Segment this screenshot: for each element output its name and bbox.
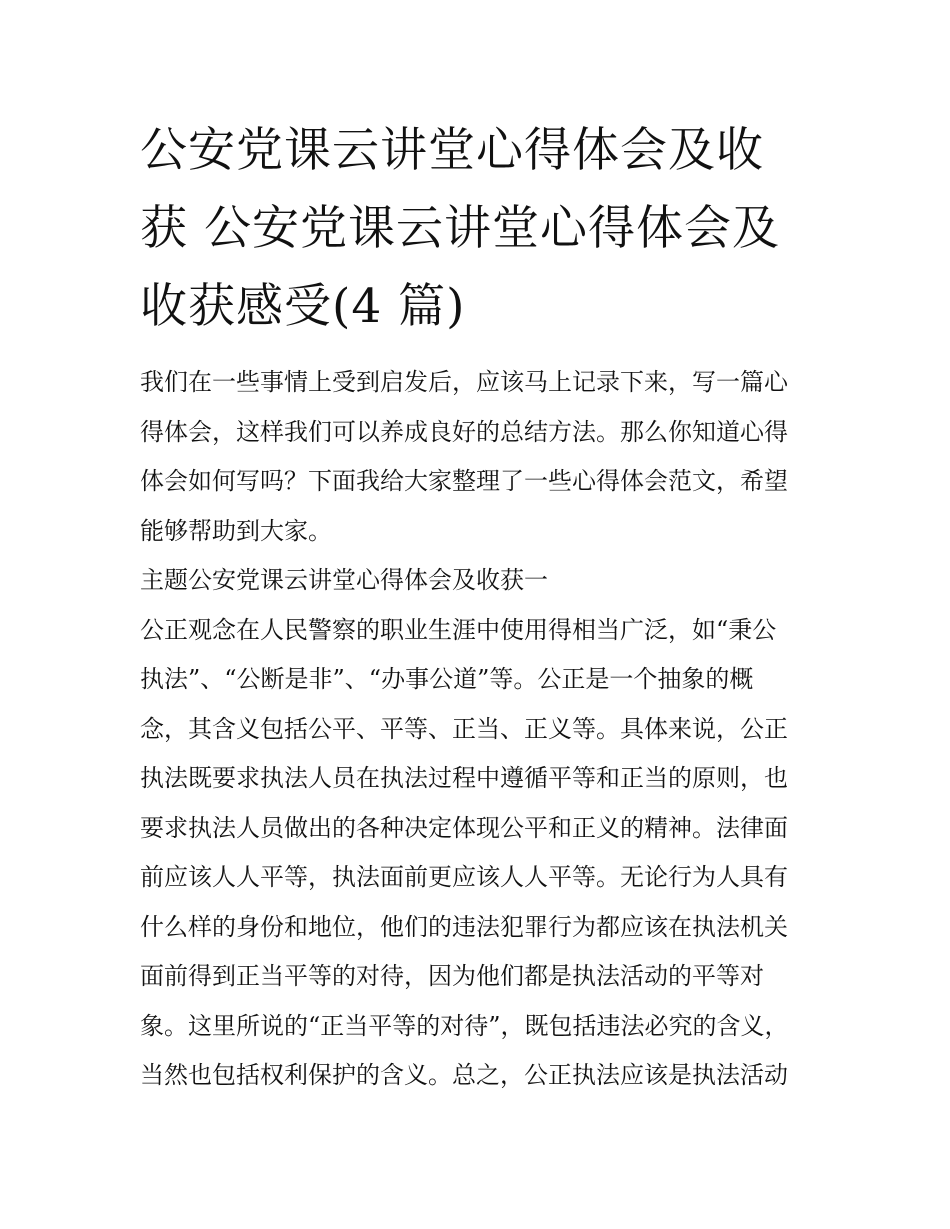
document-content — [140, 112, 815, 1101]
section-line: 执法”、“公断是非”、“办事公道”等。公正是一个抽象的概 — [140, 665, 754, 693]
section-line: 前应该人人平等，执法面前更应该人人平等。无论行为人具有 — [140, 863, 788, 891]
section-line: 执法既要求执法人员在执法过程中遵循平等和正当的原则，也 — [140, 764, 788, 792]
section-line: 念，其含义包括公平、平等、正当、正义等。具体来说，公正 — [140, 714, 788, 743]
intro-line: 我们在一些事情上受到启发后，应该马上记录下来，写一篇心 — [140, 368, 788, 396]
section-line: 面前得到正当平等的对待，因为他们都是执法活动的平等对 — [140, 962, 764, 990]
section-heading-text: 主题公安党课云讲堂心得体会及收获一 — [140, 566, 548, 594]
section-line: 象。这里所说的“正当平等的对待”，既包括违法必究的含义， — [140, 1011, 789, 1040]
intro-line: 能够帮助到大家。 — [140, 516, 332, 545]
section-line: 什么样的身份和地位，他们的违法犯罪行为都应该在执法机关 — [140, 912, 788, 941]
section-paragraph — [140, 606, 815, 1101]
title-line: 收获感受(4 篇) — [140, 279, 466, 334]
title-line: 获 公安党课云讲堂心得体会及 — [140, 201, 780, 256]
section-heading — [140, 556, 815, 606]
title-line: 公安党课云讲堂心得体会及收 — [140, 123, 764, 178]
section-line: 要求执法人员做出的各种决定体现公平和正义的精神。法律面 — [140, 813, 788, 842]
intro-line: 体会如何写吗？下面我给大家整理了一些心得体会范文，希望 — [140, 467, 788, 495]
section-line: 公正观念在人民警察的职业生涯中使用得相当广泛，如“秉公 — [140, 615, 777, 644]
intro-paragraph — [140, 358, 815, 556]
document-body — [140, 358, 815, 1101]
section-line: 当然也包括权利保护的含义。总之，公正执法应该是执法活动 — [140, 1061, 788, 1089]
document-title — [140, 112, 815, 346]
intro-line: 得体会，这样我们可以养成良好的总结方法。那么你知道心得 — [140, 417, 788, 446]
